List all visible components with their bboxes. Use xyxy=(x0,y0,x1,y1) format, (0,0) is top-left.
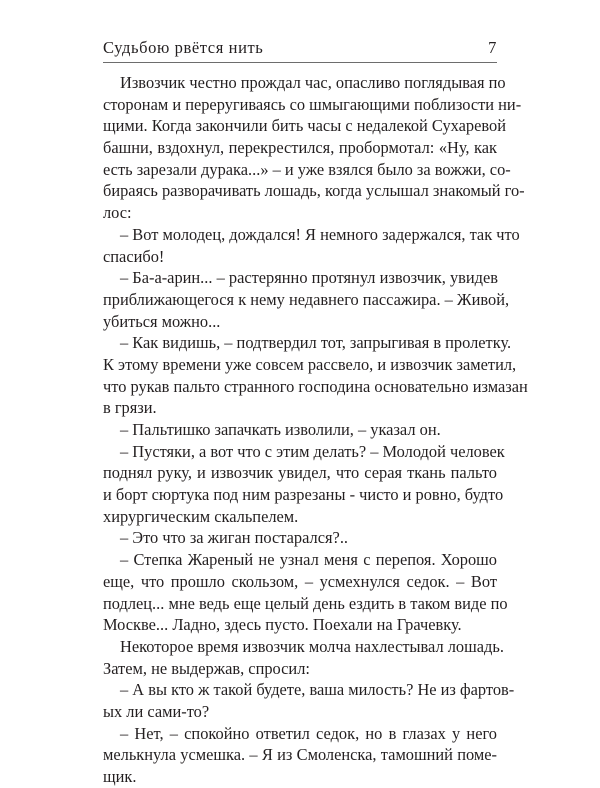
text-line: спасибо! xyxy=(103,246,165,266)
text-line: в грязи. xyxy=(103,398,157,418)
text-line: – Степка Жареный не узнал меня с перепоя. Хорошо xyxy=(120,550,497,570)
text-line: – Это что за жиган постарался?.. xyxy=(120,528,349,548)
body-text xyxy=(103,72,528,788)
header-rule xyxy=(103,62,497,63)
text-line: лос: xyxy=(103,203,132,223)
text-line: – Вот молодец, дождался! Я немного задержался, так что xyxy=(120,224,520,244)
text-line: – Пустяки, а вот что с этим делать? – Молодой человек xyxy=(120,441,505,461)
text-line: – Как видишь, – подтвердил тот, запрыгивая в пролетку. xyxy=(120,333,512,353)
text-line: – Пальтишко запачкать изволили, – указал он. xyxy=(120,420,441,439)
text-line: мелькнула усмешка. – Я из Смоленска, тамошний поме- xyxy=(103,745,497,765)
text-line: – Нет, – спокойно ответил седок, но в глазах у него xyxy=(120,723,497,743)
text-line: и борт сюртука под ним разрезаны - чисто и ровно, будто xyxy=(103,485,504,505)
text-line: есть зарезали дурака...» – и уже взялся было за вожжи, со- xyxy=(103,159,511,179)
text-line: – Ба-а-арин... – растерянно протянул извозчик, увидев xyxy=(120,268,499,288)
text-line: башни, вздохнул, перекрестился, пробормотал: «Ну, как xyxy=(103,138,497,158)
text-line: подлец... мне ведь еще целый день ездить в таком виде по xyxy=(103,593,508,613)
running-header xyxy=(103,38,497,60)
text-line: Извозчик честно прождал час, опасливо поглядывая по xyxy=(120,73,506,92)
text-line: хирургическим скальпелем. xyxy=(103,506,299,526)
text-line: щик. xyxy=(103,767,137,786)
text-line: щими. Когда закончили бить часы с недалекой Сухаревой xyxy=(103,116,506,136)
text-line: Москве... Ладно, здесь пусто. Поехали на Грачевку. xyxy=(103,615,462,635)
text-line: бираясь разворачивать лошадь, когда услышал знакомый го- xyxy=(103,181,525,201)
text-line: убиться можно... xyxy=(103,311,221,331)
text-line: поднял руку, и извозчик увидел, что серая ткань пальто xyxy=(103,463,497,483)
text-line: ых ли сами-то? xyxy=(103,701,210,721)
text-line: приближающегося к нему недавнего пассажира. – Живой, xyxy=(103,289,510,309)
page-number: 7 xyxy=(488,38,497,57)
text-line: К этому времени уже совсем рассвело, и извозчик заметил, xyxy=(103,354,517,374)
text-line: Некоторое время извозчик молча нахлестывал лошадь. xyxy=(120,636,504,656)
text-line: сторонам и переругиваясь со шмыгающими поблизости ни- xyxy=(103,94,522,114)
running-title: Судьбою рвётся нить xyxy=(103,38,264,57)
text-line: – А вы кто ж такой будете, ваша милость? Не из фартов- xyxy=(120,680,515,700)
text-line: Затем, не выдержав, спросил: xyxy=(103,658,310,678)
text-line: еще, что прошло скользом, – усмехнулся седок. – Вот xyxy=(103,571,497,591)
text-line: что рукав пальто странного господина основательно измазан xyxy=(103,376,528,396)
